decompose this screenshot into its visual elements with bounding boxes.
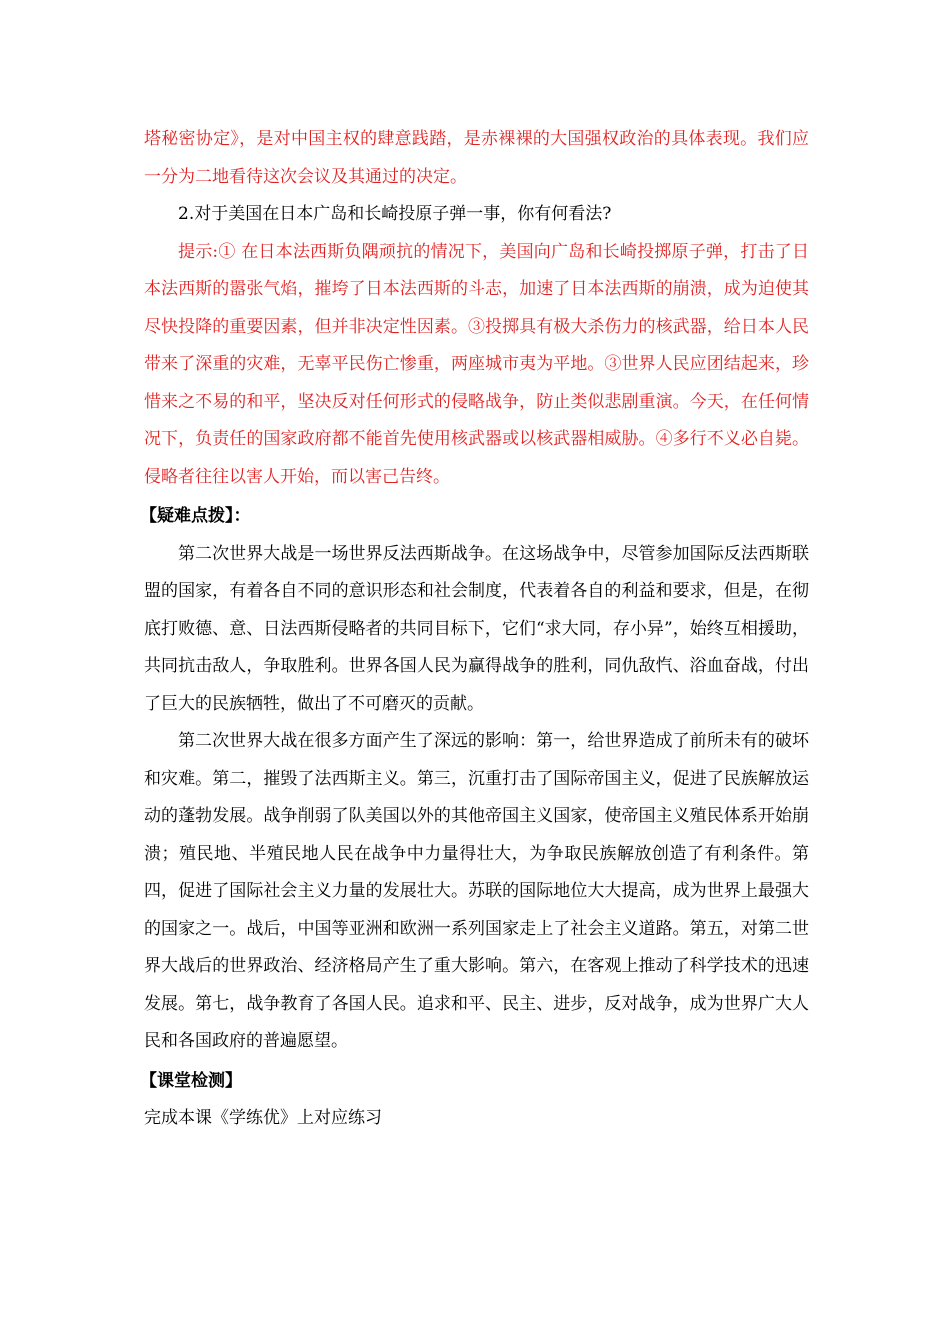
question-2: 2.对于美国在日本广岛和长崎投原子弹一事，你有何看法? (178, 204, 612, 224)
heading-difficulty: 【疑难点拨】： (140, 506, 251, 526)
heading-classroom-test: 【课堂检测】 (140, 1070, 242, 1091)
classroom-task: 完成本课《学练优》上对应练习 (144, 1108, 382, 1128)
document-body (140, 121, 809, 1138)
answer-2-hint: 提示:① 在日本法西斯负隅顽抗的情况下，美国向广岛和长崎投掷原子弹，打击了日本法西斯的嚣张气焰，摧垮了日本法西斯的斗志，加速了日本法西斯的崩溃，成为迫使其尽快投降的重要因素，但并非决定性因素。③投掷具有极大杀伤力的核武器，给日本人民带来了深重的灾难，无辜平民伤亡惨重，两座城市夷为平地。③世界人民应团结起来，珍惜来之不易的和平，坚决反对任何形式的侵略战争，防止类似悲剧重演。今天，在任何情况下，负责任的国家政府都不能首先使用核武器或以核武器相威胁。④多行不义必自毙。侵略者往往以害人开始，而以害己告终。 (144, 241, 809, 487)
difficulty-paragraph-1: 第二次世界大战是一场世界反法西斯战争。在这场战争中，尽管参加国际反法西斯联盟的国家，有着各自不同的意识形态和社会制度，代表着各自的利益和要求，但是，在彻底打败德、意、日法西斯侵略者的共同目标下，它们“求大同，存小异”，始终互相援助，共同抗击敌人，争取胜利。世界各国人民为赢得战争的胜利，同仇敌忾、浴血奋战，付出了巨大的民族牺牲，做出了不可磨灭的贡献。 (144, 543, 809, 714)
difficulty-paragraph-2: 第二次世界大战在很多方面产生了深远的影响：第一，给世界造成了前所未有的破坏和灾难。第二，摧毁了法西斯主义。第三，沉重打击了国际帝国主义，促进了民族解放运动的蓬勃发展。战争削弱了队美国以外的其他帝国主义国家，使帝国主义殖民体系开始崩溃；殖民地、半殖民地人民在战争中力量得壮大，为争取民族解放创造了有利条件。第四，促进了国际社会主义力量的发展壮大。苏联的国际地位大大提高，成为世界上最强大的国家之一。战后，中国等亚洲和欧洲一系列国家走上了社会主义道路。第五，对第二世界大战后的世界政治、经济格局产生了重大影响。第六，在客观上推动了科学技术的迅速发展。第七，战争教育了各国人民。追求和平、民主、进步，反对战争，成为世界广大人民和各国政府的普遍愿望。 (144, 731, 809, 1051)
red-continued-paragraph: 塔秘密协定》，是对中国主权的肆意践踏，是赤裸裸的大国强权政治的具体表现。我们应一分为二地看待这次会议及其通过的决定。 (144, 129, 809, 187)
